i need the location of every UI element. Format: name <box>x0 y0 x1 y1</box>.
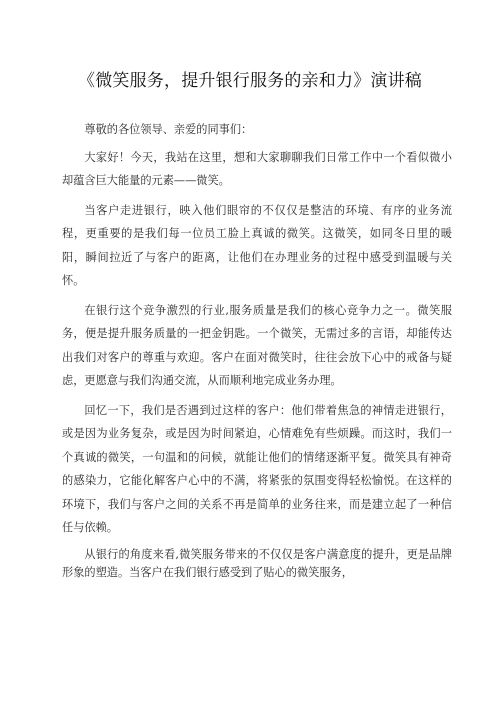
document-title: 《微笑服务，提升银行服务的亲和力》演讲稿 <box>78 71 422 91</box>
body-paragraph: 在银行这个竞争激烈的行业,服务质量是我们的核心竞争力之一。微笑服务，便是提升服务质量的一把金钥匙。一个微笑，无需过多的言语，却能传达出我们对客户的尊重与欢迎。客户在面对微笑时，往往会放下心中的戒备与疑虑，更愿意与我们沟通交流，从而顺利地完成业务办理。 <box>62 303 452 387</box>
document-body <box>62 118 452 588</box>
greeting-paragraph: 大家好！今天，我站在这里，想和大家聊聊我们日常工作中一个看似微小却蕴含巨大能量的元素——微笑。 <box>62 150 452 187</box>
salutation-paragraph: 尊敬的各位领导、亲爱的同事们： <box>84 123 253 136</box>
body-paragraph: 当客户走进银行，映入他们眼帘的不仅仅是整洁的环境、有序的业务流程，更重要的是我们每一位员工脸上真诚的微笑。这微笑，如同冬日里的暖阳，瞬间拉近了与客户的距离，让他们在办理业务的过程中感受到温暖与关怀。 <box>62 203 452 287</box>
body-paragraph: 回忆一下，我们是否遇到过这样的客户：他们带着焦急的神情走进银行，或是因为业务复杂，或是因为时间紧迫，心情难免有些烦躁。而这时，我们一个真诚的微笑，一句温和的问候，就能让他们的情绪逐渐平复。微笑具有神奇的感染力，它能化解客户心中的不满，将紧张的氛围变得轻松愉悦。在这样的环境下，我们与客户之间的关系不再是简单的业务往来，而是建立起了一种信任与依赖。 <box>62 403 452 534</box>
body-paragraph: 从银行的角度来看,微笑服务带来的不仅仅是客户满意度的提升，更是品牌形象的塑造。当客户在我们银行感受到了贴心的微笑服务， <box>62 547 452 579</box>
